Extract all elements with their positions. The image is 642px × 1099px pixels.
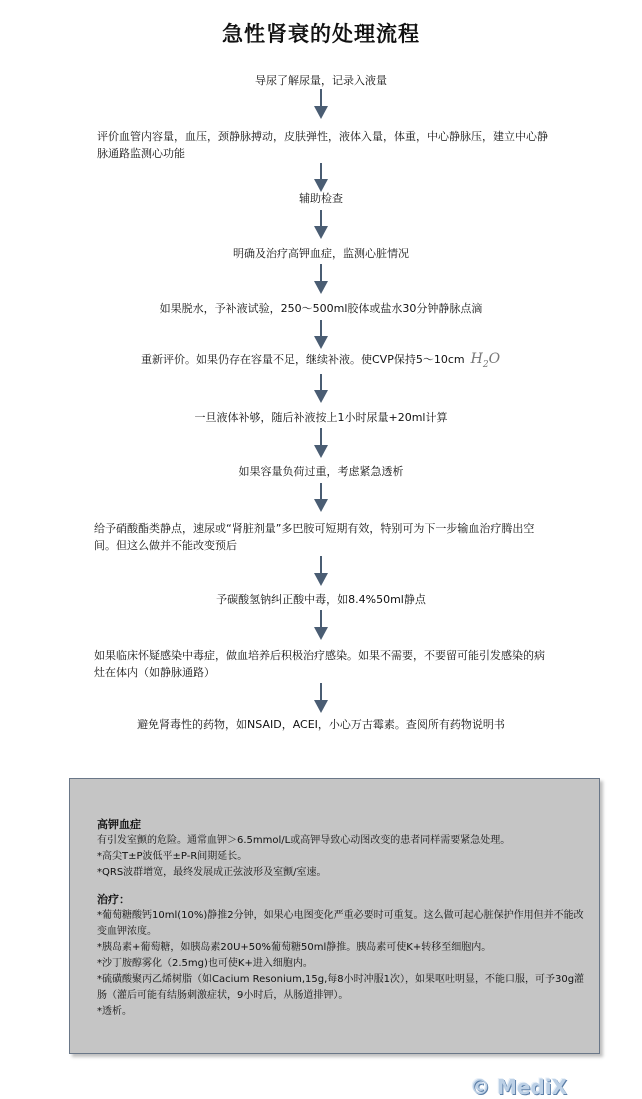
treatment-line: *沙丁胺醇雾化（2.5mg)也可使K+进入细胞内。 [97, 958, 313, 969]
step-6-text: 重新评价。如果仍存在容量不足，继续补液。使CVP保持5～10cm [141, 353, 465, 366]
treatment-line: *葡萄糖酸钙10ml(10%)静推2分钟，如果心电图变化严重必要时可重复。这么做可起心脏保护作用但并不能改变血钾浓度。 [97, 910, 584, 937]
step-10: 予碳酸氢钠纠正酸中毒，如8.4%50ml静点 [216, 593, 426, 606]
step-11: 如果临床怀疑感染中毒症，做血培养后积极治疗感染。如果不需要，不要留可能引发感染的病灶在体内（如静脉通路） [94, 649, 545, 679]
step-3: 辅助检查 [299, 192, 343, 205]
page-title: 急性肾衰的处理流程 [222, 21, 420, 46]
hyperkalemia-line: *QRS波群增宽，最终发展成正弦波形及室颤/室速。 [97, 867, 327, 878]
step-6 [141, 351, 500, 374]
hyperkalemia-line: 有引发室颤的危险。通常血钾＞6.5mmol/L或高钾导致心动图改变的患者同样需要紧急处理。 [97, 835, 511, 846]
step-12: 避免肾毒性的药物，如NSAID，ACEI，小心万古霉素。查阅所有药物说明书 [137, 718, 505, 731]
step-1: 导尿了解尿量，记录入液量 [255, 74, 387, 87]
hyperkalemia-panel [69, 778, 600, 1054]
hyperkalemia-heading: 高钾血症 [97, 818, 141, 831]
treatment-line: *硫磺酸聚丙乙烯树脂（如Cacium Resonium,15g,每8小时冲服1次），如果呕吐明显，不能口服，可予30g灌肠（灌后可能有结肠刺激症状，9小时后，从肠道排钾）。 [97, 974, 585, 1001]
step-9: 给予硝酸酯类静点，速尿或“肾脏剂量”多巴胺可短期有效，特别可为下一步输血治疗腾出空间。但这么做并不能改变预后 [94, 522, 535, 552]
step-7: 一旦液体补够，随后补液按上1小时尿量+20ml计算 [194, 411, 448, 424]
medix-watermark: © MediX [470, 1075, 568, 1099]
treatment-line: *胰岛素+葡萄糖，如胰岛素20U+50%葡萄糖50ml静推。胰岛素可使K+转移至细胞内。 [97, 942, 492, 953]
step-4: 明确及治疗高钾血症，监测心脏情况 [233, 247, 409, 260]
step-8: 如果容量负荷过重，考虑紧急透析 [238, 465, 404, 478]
treatment-line: *透析。 [97, 1006, 132, 1017]
hyperkalemia-line: *高尖T±P波低平±P-R间期延长。 [97, 851, 248, 862]
treatment-heading: 治疗： [97, 893, 130, 906]
step-5: 如果脱水，予补液试验，250～500ml胶体或盐水30分钟静脉点滴 [159, 302, 483, 315]
h2o-formula: $H_2O$ [470, 351, 501, 370]
step-2: 评价血管内容量，血压，颈静脉搏动，皮肤弹性，液体入量，体重，中心静脉压，建立中心静脉通路监测心功能 [97, 130, 548, 160]
